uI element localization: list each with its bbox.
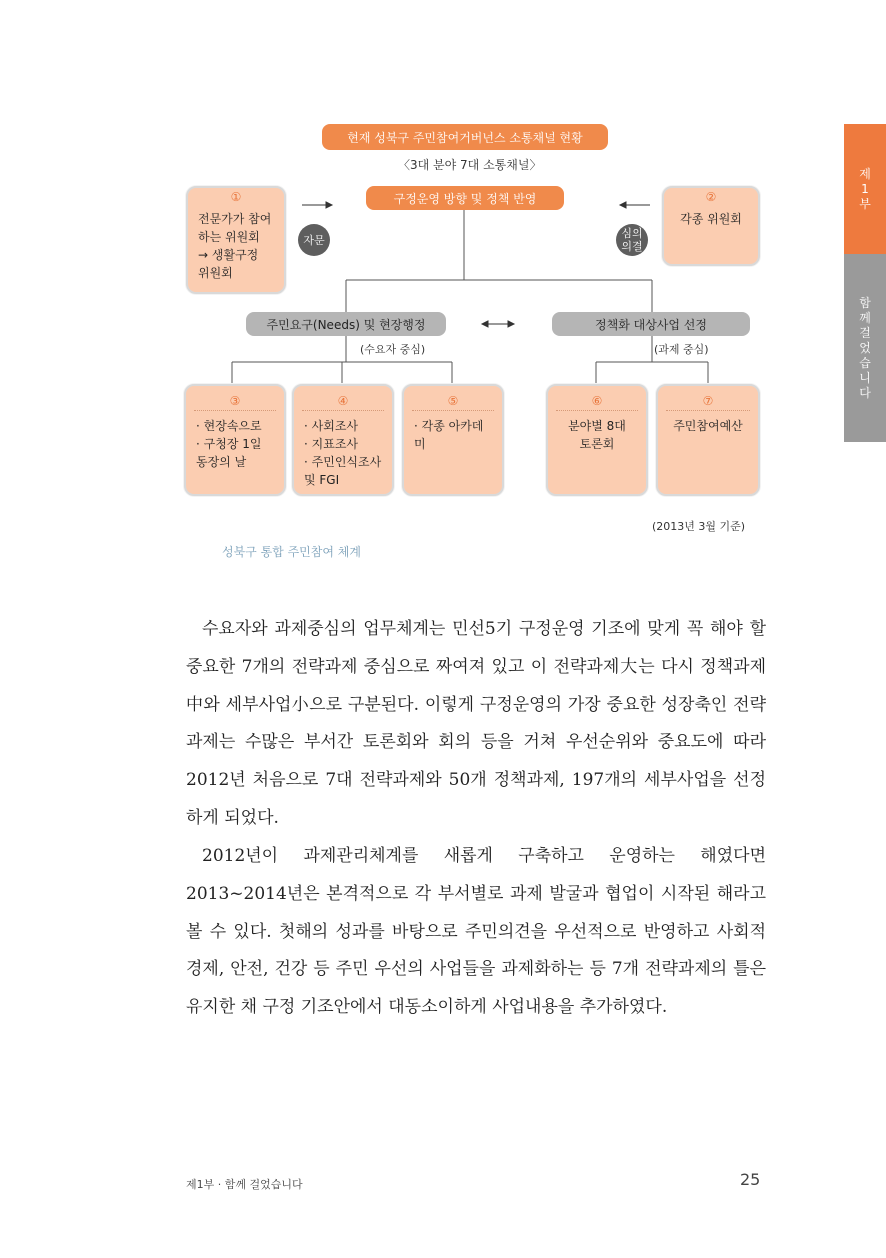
channel-box-6 — [546, 384, 648, 496]
channel-number: ④ — [337, 394, 349, 408]
figure-caption: 성북구 통합 주민참여 체계 — [222, 545, 361, 559]
chapter-tab-char: 께 — [859, 310, 871, 325]
diagram-title: 현재 성북구 주민참여거버넌스 소통채널 현황 — [322, 124, 608, 150]
governance-diagram — [0, 0, 844, 600]
footer-title: 제1부 · 함께 걸었습니다 — [186, 1178, 303, 1191]
channel-number: ⑤ — [447, 394, 459, 408]
channel-number: ⑦ — [702, 394, 714, 408]
body-paragraph-2: 2012년이 과제관리체계를 새롭게 구축하고 운영하는 해였다면 2013~2014년은 본격적으로 각 부서별로 과제 발굴과 협업이 시작된 해라고 볼 수 있다. 첫해의 성과를 바탕으로 주민의견을 우선적으로 반영하고 사회적 경제, 안전, 건강 등 주민 우선의 사업들을 과제화하는 등 7개 전략과제의 틀은 유지한 채 구정 기조안에서 대동소이하게 사업내용을 추가하였다. — [186, 846, 766, 1018]
channel-text: · 각종 아카데미 — [414, 419, 484, 451]
part-tab-char: 부 — [859, 196, 871, 211]
deliberation-badge: 심의 의결 — [616, 224, 648, 256]
channel-number: ① — [230, 190, 242, 204]
channel-number: ③ — [229, 394, 241, 408]
chapter-tab-char: 니 — [859, 370, 871, 385]
right-branch-node: 정책화 대상사업 선정 — [552, 312, 750, 336]
channel-text: · 현장속으로 · 구청장 1일 동장의 날 — [196, 419, 262, 469]
advice-badge: 자문 — [298, 224, 330, 256]
channel-box-2 — [662, 186, 760, 266]
chapter-tab-char: 걸 — [859, 325, 871, 340]
left-branch-note: (수요자 중심) — [360, 343, 426, 356]
diagram-connectors — [0, 0, 844, 600]
channel-box-4 — [292, 384, 394, 496]
channel-box-5 — [402, 384, 504, 496]
channel-text: 분야별 8대 토론회 — [568, 419, 626, 451]
channel-text: 주민참여예산 — [673, 419, 743, 433]
basis-date: (2013년 3월 기준) — [652, 520, 746, 533]
channel-text: 전문가가 참여 하는 위원회 → 생활구정 위원회 — [198, 212, 272, 280]
chapter-tab-char: 함 — [859, 295, 871, 310]
chapter-tab — [844, 254, 886, 442]
channel-text: · 사회조사 · 지표조사 · 주민인식조사 및 FGI — [304, 419, 382, 487]
channel-number: ② — [705, 190, 717, 204]
channel-box-7 — [656, 384, 760, 496]
body-paragraph-1: 수요자와 과제중심의 업무체계는 민선5기 구정운영 기조에 맞게 꼭 해야 할 중요한 7개의 전략과제 중심으로 짜여져 있고 이 전략과제大는 다시 정책과제中와 세부사업小으로 구분된다. 이렇게 구정운영의 가장 중요한 성장축인 전략과제는 수많은 부서간 토론회와 회의 등을 거쳐 우선순위와 중요도에 따라 2012년 처음으로 7대 전략과제와 50개 정책과제, 197개의 세부사업을 선정하게 되었다. — [186, 619, 766, 828]
chapter-tab-char: 다 — [859, 385, 871, 400]
left-branch-node: 주민요구(Needs) 및 현장행정 — [246, 312, 446, 336]
part-tab-char: 1 — [861, 181, 869, 196]
channel-box-3 — [184, 384, 286, 496]
channel-number: ⑥ — [591, 394, 603, 408]
center-node: 구정운영 방향 및 정책 반영 — [366, 186, 564, 210]
channel-box-1 — [186, 186, 286, 294]
part-tab — [844, 124, 886, 254]
right-branch-note: (과제 중심) — [654, 343, 709, 356]
chapter-tab-char: 었 — [859, 340, 871, 355]
diagram-subtitle: 〈3대 분야 7대 소통채널〉 — [398, 158, 542, 172]
channel-text: 각종 위원회 — [680, 212, 742, 226]
part-tab-char: 제 — [859, 166, 871, 181]
chapter-tab-char: 습 — [859, 355, 871, 370]
page-number: 25 — [740, 1170, 761, 1189]
